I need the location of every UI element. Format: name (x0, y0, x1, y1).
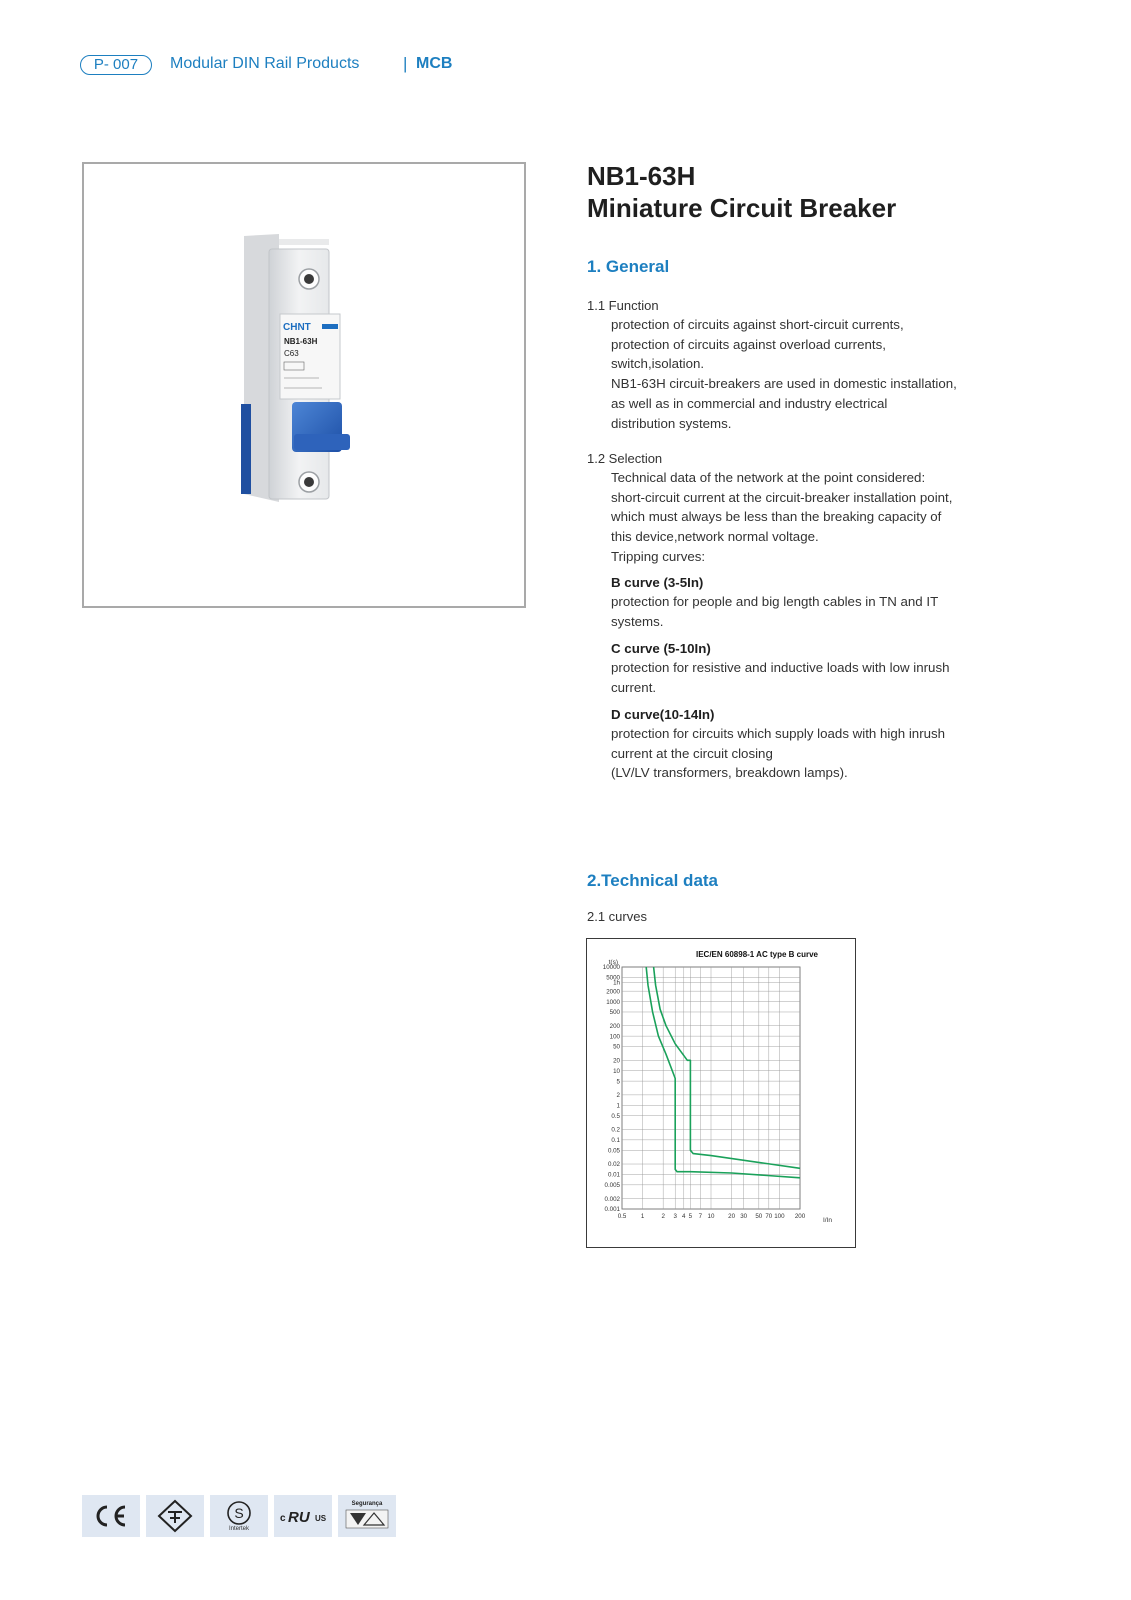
y-tick-label: 20 (613, 1057, 620, 1065)
x-tick-label: 4 (682, 1213, 686, 1220)
x-tick-label: 10 (707, 1213, 715, 1220)
x-axis-label: I/In (823, 1217, 833, 1224)
product-name: Miniature Circuit Breaker (587, 193, 897, 223)
y-tick-label: 0.002 (604, 1195, 620, 1203)
technical-heading: 2.Technical data (587, 871, 719, 890)
x-tick-label: 70 (765, 1213, 773, 1220)
x-tick-label: 1 (640, 1213, 645, 1220)
y-tick-label: 10000 (602, 964, 620, 972)
brand-label: CHNT (283, 322, 311, 333)
d-curve-text: protection for circuits which supply loads with high inrush current at the circuit closing (LV/LV transformers, breakdown lamps). (611, 726, 946, 781)
c-curve-text: protection for resistive and inductive loads with low inrush current. (611, 660, 950, 695)
inmetro-logo (338, 1495, 396, 1537)
svg-text:c: c (280, 1513, 286, 1524)
tripping-curve-chart (586, 938, 856, 1248)
y-tick-label: 5000 (606, 974, 620, 982)
ul-logo (274, 1495, 332, 1537)
x-tick-label: 200 (794, 1213, 806, 1220)
x-tick-label: 7 (698, 1213, 703, 1220)
y-tick-label: 500 (609, 1009, 620, 1017)
model-label: NB1-63H (284, 337, 318, 346)
section-title: MCB (416, 55, 453, 72)
general-heading: 1. General (587, 257, 670, 276)
y-tick-label: 2 (616, 1092, 620, 1100)
x-tick-label: 50 (755, 1213, 763, 1220)
intertek-label: Intertek (228, 1526, 249, 1532)
x-tick-label: 2 (661, 1213, 665, 1220)
x-tick-label: 20 (728, 1213, 736, 1220)
product-model: NB1-63H (587, 161, 696, 191)
b-curve-title: B curve (3-5In) (611, 575, 704, 590)
y-tick-label: 10 (613, 1067, 620, 1075)
svg-text:US: US (315, 1514, 327, 1523)
curves-title: 2.1 curves (587, 909, 647, 924)
product-photo-frame (82, 162, 526, 608)
x-tick-label: 5 (688, 1213, 693, 1220)
svg-text:S: S (234, 1505, 244, 1521)
y-tick-label: 0.005 (604, 1182, 620, 1190)
y-tick-label: 0.02 (607, 1161, 620, 1169)
inmetro-label: Segurança (351, 1501, 383, 1507)
product-title (587, 160, 896, 224)
function-text: protection of circuits against short-circuit currents, protection of circuits against overload currents, switch,isolation. NB1-63H circuit-breakers are used in domestic installation, as well as in commercial and industry electrical distribution systems. (611, 317, 957, 431)
b-curve-text: protection for people and big length cables in TN and IT systems. (611, 594, 939, 629)
page-number: P- 007 (80, 55, 152, 75)
product-photo (84, 164, 524, 606)
y-axis-label: t(s) (608, 959, 618, 966)
function-title: 1.1 Function (587, 298, 659, 313)
rating-label: C63 (284, 349, 299, 358)
approval-diamond-logo (146, 1495, 204, 1537)
y-tick-label: 0.01 (607, 1171, 620, 1179)
header-separator: | (403, 54, 408, 73)
y-tick-label: 0.5 (611, 1112, 620, 1120)
y-tick-label: 5 (616, 1078, 620, 1086)
ce-mark-logo (82, 1495, 140, 1537)
chart-svg (587, 939, 855, 1247)
category-title: Modular DIN Rail Products (170, 55, 360, 72)
y-tick-label: 2000 (606, 988, 620, 996)
selection-text: Technical data of the network at the point considered: short-circuit current at the circuit-breaker installation point, which must always be less than the breaking capacity of this device,network normal voltage. Tripping curves: (611, 470, 953, 564)
y-tick-label: 100 (609, 1033, 620, 1041)
chart-title: IEC/EN 60898-1 AC type B curve (696, 950, 818, 959)
intertek-logo (210, 1495, 268, 1537)
x-tick-label: 3 (673, 1213, 677, 1220)
y-tick-label: 0.001 (604, 1206, 620, 1214)
y-tick-label: 0.2 (611, 1126, 620, 1134)
x-tick-label: 100 (774, 1213, 785, 1220)
y-tick-label: 50 (613, 1043, 620, 1051)
d-curve-title: D curve(10-14In) (611, 707, 715, 722)
x-tick-label: 0.5 (617, 1213, 627, 1220)
y-tick-label: 0.1 (611, 1137, 620, 1145)
x-tick-label: 30 (740, 1213, 748, 1220)
selection-title: 1.2 Selection (587, 451, 663, 466)
y-tick-label: 1h (613, 979, 620, 987)
y-tick-label: 1000 (606, 998, 620, 1006)
y-tick-label: 200 (609, 1022, 620, 1030)
svg-text:RU: RU (288, 1509, 310, 1526)
c-curve-title: C curve (5-10In) (611, 641, 711, 656)
y-tick-label: 1 (616, 1102, 620, 1110)
y-tick-label: 0.05 (607, 1147, 620, 1155)
curve-line-0 (646, 967, 800, 1178)
